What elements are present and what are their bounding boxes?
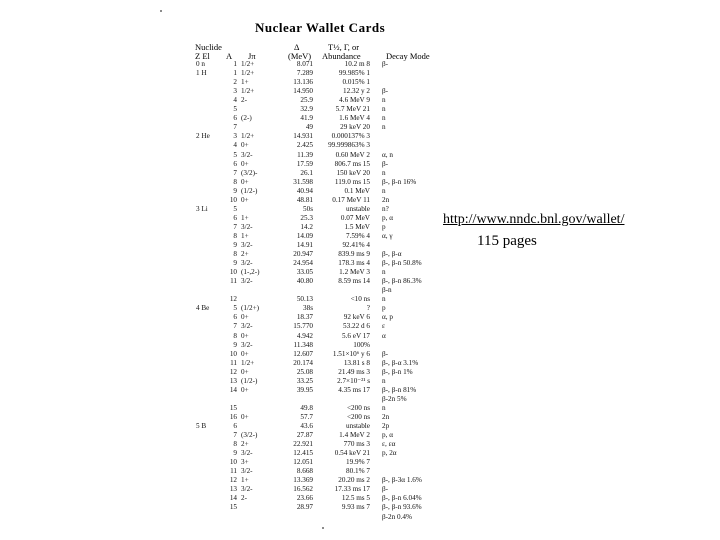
cell-a: 8 xyxy=(233,250,237,259)
cell-d: 40.80 xyxy=(296,277,313,286)
cell-j: (1/2-) xyxy=(241,186,258,195)
cell-j: 3/2- xyxy=(241,222,253,231)
cell-t: 0.17 MeV 11 xyxy=(332,195,370,204)
cell-d: 49.8 xyxy=(300,403,313,412)
cell-d: 18.37 xyxy=(296,313,313,322)
cell-a: 3 xyxy=(233,132,237,141)
cell-t: <200 ns xyxy=(346,412,370,421)
cell-j: 0+ xyxy=(241,331,249,340)
cell-d: 12.051 xyxy=(293,458,313,467)
cell-t: 806.7 ms 15 xyxy=(334,159,370,168)
cell-d: 11.39 xyxy=(297,150,313,159)
table-row xyxy=(0,232,720,241)
cell-m: α xyxy=(382,331,386,340)
cell-t: 7.59% 4 xyxy=(346,231,370,240)
header-decay-mode: Decay Mode xyxy=(386,51,430,61)
table-row xyxy=(0,377,720,386)
cell-j: 0+ xyxy=(241,412,249,421)
cell-el: 3 Li xyxy=(196,204,208,213)
cell-d: 50s xyxy=(303,204,313,213)
cell-t: 5.6 eV 17 xyxy=(341,331,370,340)
cell-d: 25.08 xyxy=(296,367,313,376)
cell-a: 9 xyxy=(233,186,237,195)
header-a: A xyxy=(226,51,233,61)
cell-t: 770 ms 3 xyxy=(343,440,370,449)
cell-j: (2-) xyxy=(241,114,252,123)
table-row xyxy=(0,277,720,286)
cell-a: 11 xyxy=(230,467,237,476)
cell-j: 3/2- xyxy=(241,150,253,159)
cell-a: 8 xyxy=(233,440,237,449)
cell-m: β-n xyxy=(382,286,392,295)
cell-j: 0+ xyxy=(241,141,249,150)
cell-t: 1.2 MeV 3 xyxy=(339,268,370,277)
cell-a: 15 xyxy=(229,503,237,512)
cell-a: 9 xyxy=(233,449,237,458)
cell-d: 11.348 xyxy=(293,340,313,349)
cell-a: 6 xyxy=(233,114,237,123)
cell-d: 16.562 xyxy=(293,485,313,494)
cell-m: p, α xyxy=(382,431,393,440)
cell-j: 0+ xyxy=(241,159,249,168)
cell-a: 7 xyxy=(233,123,237,132)
cell-j: 0+ xyxy=(241,195,249,204)
table-row xyxy=(0,476,720,485)
cell-a: 16 xyxy=(229,412,237,421)
cell-m: n xyxy=(382,123,386,132)
cell-d: 17.59 xyxy=(296,159,313,168)
table-row xyxy=(0,78,720,87)
cell-el: 1 H xyxy=(196,69,207,78)
table-row xyxy=(0,332,720,341)
document-title: Nuclear Wallet Cards xyxy=(255,20,386,35)
cell-d: 7.289 xyxy=(296,69,313,78)
cell-a: 13 xyxy=(229,485,237,494)
cell-el: 4 Be xyxy=(196,304,210,313)
cell-m: n xyxy=(382,403,386,412)
cell-t: 0.07 MeV xyxy=(340,213,370,222)
cell-a: 1 xyxy=(233,60,237,68)
cell-j: (3/2-) xyxy=(241,431,258,440)
cell-d: 2.425 xyxy=(296,141,313,150)
cell-a: 15 xyxy=(229,403,237,412)
cell-m: n xyxy=(382,376,386,385)
cell-j: 1/2+ xyxy=(241,69,255,78)
cell-t: 1.51×10⁶ y 6 xyxy=(332,349,370,358)
cell-j: 1/2+ xyxy=(241,358,255,367)
cell-m: β-2n 5% xyxy=(382,394,407,403)
cell-j: 3/2- xyxy=(241,467,253,476)
header-jpi: Jπ xyxy=(248,51,256,61)
cell-m: n xyxy=(382,186,386,195)
cell-j: 1/2+ xyxy=(241,60,255,68)
cell-t: 99.999863% 3 xyxy=(328,141,370,150)
cell-a: 11 xyxy=(230,358,237,367)
cell-j: (1-,2-) xyxy=(241,268,260,277)
table-row xyxy=(0,151,720,160)
cell-m: β-, β-n 6.04% xyxy=(382,494,422,503)
cell-a: 12 xyxy=(229,295,237,304)
cell-m: n xyxy=(382,168,386,177)
cell-a: 8 xyxy=(233,331,237,340)
cell-a: 10 xyxy=(229,195,237,204)
table-row xyxy=(0,268,720,277)
cell-j: 3/2- xyxy=(241,322,253,331)
table-row xyxy=(0,105,720,114)
cell-d: 38s xyxy=(303,304,313,313)
cell-j: 1+ xyxy=(241,213,249,222)
cell-m: α, p xyxy=(382,313,393,322)
cell-t: 92.41% 4 xyxy=(342,241,370,249)
table-row xyxy=(0,69,720,78)
table-row xyxy=(0,467,720,476)
cell-t: 0.015% 1 xyxy=(342,78,370,87)
cell-d: 31.598 xyxy=(293,177,313,186)
cell-m: ε xyxy=(382,322,386,331)
cell-t: 10.2 m 8 xyxy=(344,60,370,68)
cell-d: 32.9 xyxy=(300,105,313,114)
cell-el: 5 B xyxy=(196,422,207,430)
table-row xyxy=(0,413,720,422)
table-row xyxy=(0,96,720,105)
table-row xyxy=(0,503,720,512)
cell-m: p xyxy=(382,222,386,231)
cell-t: 150 keV 20 xyxy=(336,168,370,177)
cell-m: β-, β-α xyxy=(382,250,402,259)
cell-a: 11 xyxy=(230,277,237,286)
cell-t: <10 ns xyxy=(350,295,370,304)
cell-j: 2+ xyxy=(241,440,249,449)
cell-m: β- xyxy=(382,349,389,358)
header-delta: Δ xyxy=(294,42,300,52)
cell-t: 0.000137% 3 xyxy=(331,132,370,141)
table-row xyxy=(0,494,720,503)
cell-d: 8.071 xyxy=(296,60,313,68)
cell-t: ? xyxy=(366,304,370,313)
table-row xyxy=(0,386,720,395)
cell-d: 41.9 xyxy=(300,114,313,123)
table-row xyxy=(0,87,720,96)
cell-a: 14 xyxy=(229,385,237,394)
cell-a: 8 xyxy=(233,231,237,240)
table-row xyxy=(0,60,720,69)
cell-m: ε, εα xyxy=(382,440,396,449)
cell-m: β- xyxy=(382,60,389,68)
table-row xyxy=(0,160,720,169)
cell-j: 0+ xyxy=(241,385,249,394)
cell-d: 25.3 xyxy=(300,213,313,222)
table-row xyxy=(0,313,720,322)
cell-d: 50.13 xyxy=(296,295,313,304)
table-row xyxy=(0,422,720,431)
cell-m: α, n xyxy=(382,150,393,159)
cell-d: 33.05 xyxy=(296,268,313,277)
cell-d: 8.668 xyxy=(296,467,313,476)
cell-a: 12 xyxy=(229,367,237,376)
cell-a: 9 xyxy=(233,241,237,249)
cell-a: 7 xyxy=(233,431,237,440)
cell-j: 1/2+ xyxy=(241,87,255,96)
table-row xyxy=(0,196,720,205)
cell-m: β-, β-n 50.8% xyxy=(382,259,422,268)
cell-t: 1.6 MeV 4 xyxy=(339,114,370,123)
header-delta-unit: (MeV) xyxy=(288,51,312,61)
cell-t: 5.7 MeV 21 xyxy=(335,105,370,114)
cell-a: 9 xyxy=(233,340,237,349)
cell-a: 10 xyxy=(229,458,237,467)
cell-a: 4 xyxy=(233,96,237,105)
cell-a: 14 xyxy=(229,494,237,503)
cell-a: 7 xyxy=(233,322,237,331)
cell-t: 99.985% 1 xyxy=(338,69,370,78)
cell-d: 14.09 xyxy=(296,231,313,240)
cell-d: 43.6 xyxy=(300,422,313,430)
cell-a: 6 xyxy=(233,213,237,222)
table-row xyxy=(0,141,720,150)
cell-d: 28.97 xyxy=(296,503,313,512)
cell-m: α, γ xyxy=(382,231,393,240)
cell-t: 1.4 MeV 2 xyxy=(339,431,370,440)
cell-j: 1+ xyxy=(241,78,249,87)
table-row xyxy=(0,132,720,141)
table-row xyxy=(0,304,720,313)
cell-j: 3/2- xyxy=(241,277,253,286)
cell-j: 3/2- xyxy=(241,485,253,494)
cell-t: 53.22 d 6 xyxy=(343,322,370,331)
cell-d: 14.2 xyxy=(300,222,313,231)
cell-m: β-, β-n 86.3% xyxy=(382,277,422,286)
table-row xyxy=(0,485,720,494)
cell-d: 40.94 xyxy=(296,186,313,195)
cell-d: 48.81 xyxy=(296,195,313,204)
cell-j: 0+ xyxy=(241,177,249,186)
header-nuclide: Nuclide xyxy=(195,42,222,52)
cell-j: 0+ xyxy=(241,313,249,322)
cell-j: 3/2- xyxy=(241,259,253,268)
cell-t: 12.5 ms 5 xyxy=(341,494,370,503)
cell-a: 8 xyxy=(233,177,237,186)
table-row xyxy=(0,169,720,178)
cell-a: 6 xyxy=(233,313,237,322)
header-z-el: Z El xyxy=(195,51,210,61)
cell-j: 0+ xyxy=(241,349,249,358)
cell-d: 22.921 xyxy=(293,440,313,449)
pages-caption: 115 pages xyxy=(477,233,537,249)
cell-t: 12.32 y 2 xyxy=(343,87,370,96)
table-row xyxy=(0,449,720,458)
cell-d: 14.931 xyxy=(293,132,313,141)
cell-m: β-, β-α 3.1% xyxy=(382,358,419,367)
table-row xyxy=(0,250,720,259)
cell-t: 29 keV 20 xyxy=(340,123,370,132)
cell-t: 4.6 MeV 9 xyxy=(339,96,370,105)
cell-m: 2n xyxy=(382,195,390,204)
cell-j: 2- xyxy=(241,96,247,105)
cell-a: 12 xyxy=(229,476,237,485)
cell-el: 2 He xyxy=(196,132,210,141)
cell-m: n xyxy=(382,96,386,105)
cell-m: 2p xyxy=(382,422,390,430)
cell-d: 27.87 xyxy=(296,431,313,440)
cell-m: β-, β-n 16% xyxy=(382,177,417,186)
cell-a: 2 xyxy=(233,78,237,87)
cell-j: (1/2-) xyxy=(241,376,258,385)
cell-d: 57.7 xyxy=(300,412,313,421)
cell-a: 1 xyxy=(233,69,237,78)
cell-d: 14.950 xyxy=(293,87,313,96)
cell-j: (1/2+) xyxy=(241,304,260,313)
cell-j: 3+ xyxy=(241,458,249,467)
table-row xyxy=(0,295,720,304)
table-row xyxy=(0,395,720,404)
cell-t: 19.9% 7 xyxy=(346,458,370,467)
cell-j: 0+ xyxy=(241,367,249,376)
cell-a: 6 xyxy=(233,422,237,430)
cell-t: unstable xyxy=(346,422,370,430)
header-half-life: T½, Γ, or xyxy=(328,42,360,52)
table-row xyxy=(0,259,720,268)
cell-a: 4 xyxy=(233,141,237,150)
cell-t: 4.35 ms 17 xyxy=(338,385,370,394)
cell-j: 1/2+ xyxy=(241,132,255,141)
cell-t: <200 ns xyxy=(346,403,370,412)
cell-d: 20.174 xyxy=(293,358,313,367)
cell-m: β-, β-n 81% xyxy=(382,385,417,394)
cell-d: 12.415 xyxy=(293,449,313,458)
cell-t: 119.0 ms 15 xyxy=(334,177,370,186)
cell-m: β-, β-n 1% xyxy=(382,367,413,376)
cell-a: 5 xyxy=(233,304,237,313)
cell-d: 49 xyxy=(305,123,313,132)
cell-a: 5 xyxy=(233,150,237,159)
cell-t: 1.5 MeV xyxy=(344,222,370,231)
cell-t: 178.3 ms 4 xyxy=(338,259,370,268)
header-abundance: Abundance xyxy=(322,51,361,61)
cell-t: 0.54 keV 21 xyxy=(334,449,370,458)
cell-a: 10 xyxy=(229,349,237,358)
table-row xyxy=(0,440,720,449)
cell-a: 6 xyxy=(233,159,237,168)
table-row xyxy=(0,458,720,467)
table-row xyxy=(0,431,720,440)
cell-j: 1+ xyxy=(241,476,249,485)
cell-d: 25.9 xyxy=(300,96,313,105)
cell-j: 3/2- xyxy=(241,449,253,458)
cell-j: 2- xyxy=(241,494,247,503)
cell-d: 13.369 xyxy=(293,476,313,485)
table-row xyxy=(0,359,720,368)
table-row xyxy=(0,341,720,350)
cell-t: 2.7×10⁻²¹ s xyxy=(337,376,370,385)
cell-m: β-, β-n 93.6% xyxy=(382,503,422,512)
cell-d: 4.942 xyxy=(296,331,313,340)
cell-m: p, α xyxy=(382,213,393,222)
cell-d: 12.607 xyxy=(293,349,313,358)
cell-m: p, 2α xyxy=(382,449,397,458)
cell-a: 7 xyxy=(233,222,237,231)
cell-t: 100% xyxy=(353,340,370,349)
table-row xyxy=(0,123,720,132)
cell-a: 7 xyxy=(233,168,237,177)
cell-d: 33.25 xyxy=(296,376,313,385)
cell-m: β- xyxy=(382,87,389,96)
cell-d: 24.954 xyxy=(293,259,313,268)
cell-t: 839.9 ms 9 xyxy=(338,250,370,259)
cell-t: 0.60 MeV 2 xyxy=(335,150,370,159)
cell-d: 14.91 xyxy=(296,241,313,249)
cell-j: (3/2)- xyxy=(241,168,258,177)
cell-t: 8.59 ms 14 xyxy=(338,277,370,286)
cell-d: 39.95 xyxy=(296,385,313,394)
cell-t: 20.20 ms 2 xyxy=(338,476,370,485)
table-row xyxy=(0,178,720,187)
cell-d: 23.66 xyxy=(296,494,313,503)
table-row xyxy=(0,404,720,413)
cell-d: 20.947 xyxy=(293,250,313,259)
cell-m: n xyxy=(382,105,386,114)
cell-m: n xyxy=(382,114,386,123)
cell-d: 13.136 xyxy=(293,78,313,87)
table-row xyxy=(0,350,720,359)
cell-a: 13 xyxy=(229,376,237,385)
table-row xyxy=(0,114,720,123)
table-row xyxy=(0,368,720,377)
table-row xyxy=(0,187,720,196)
cell-t: 9.93 ms 7 xyxy=(341,503,370,512)
table-row xyxy=(0,241,720,250)
wallet-url-link[interactable]: http://www.nndc.bnl.gov/wallet/ xyxy=(443,212,625,227)
cell-m: β-2n 0.4% xyxy=(382,512,413,521)
cell-j: 1+ xyxy=(241,231,249,240)
cell-m: n? xyxy=(382,204,389,213)
cell-m: 2n xyxy=(382,412,390,421)
cell-j: 3/2- xyxy=(241,340,253,349)
cell-a: 5 xyxy=(233,204,237,213)
cell-t: 17.33 ms 17 xyxy=(334,485,370,494)
cell-m: β- xyxy=(382,159,389,168)
cell-m: β-, β-3α 1.6% xyxy=(382,476,422,485)
cell-t: 21.49 ms 3 xyxy=(338,367,370,376)
cell-d: 15.770 xyxy=(293,322,313,331)
cell-el: 0 n xyxy=(196,60,205,68)
cell-d: 26.1 xyxy=(300,168,313,177)
cell-t: 13.81 s 8 xyxy=(343,358,370,367)
table-row xyxy=(0,286,720,295)
cell-a: 9 xyxy=(233,259,237,268)
cell-t: 0.1 MeV xyxy=(344,186,370,195)
cell-t: 92 keV 6 xyxy=(343,313,370,322)
table-row xyxy=(0,513,720,522)
cell-a: 3 xyxy=(233,87,237,96)
cell-m: n xyxy=(382,268,386,277)
cell-j: 3/2- xyxy=(241,241,253,249)
table-row xyxy=(0,322,720,331)
cell-a: 5 xyxy=(233,105,237,114)
cell-m: β- xyxy=(382,485,389,494)
cell-j: 2+ xyxy=(241,250,249,259)
cell-m: n xyxy=(382,295,386,304)
cell-t: unstable xyxy=(346,204,370,213)
cell-t: 80.1% 7 xyxy=(346,467,370,476)
cell-m: p xyxy=(382,304,386,313)
cell-a: 10 xyxy=(229,268,237,277)
